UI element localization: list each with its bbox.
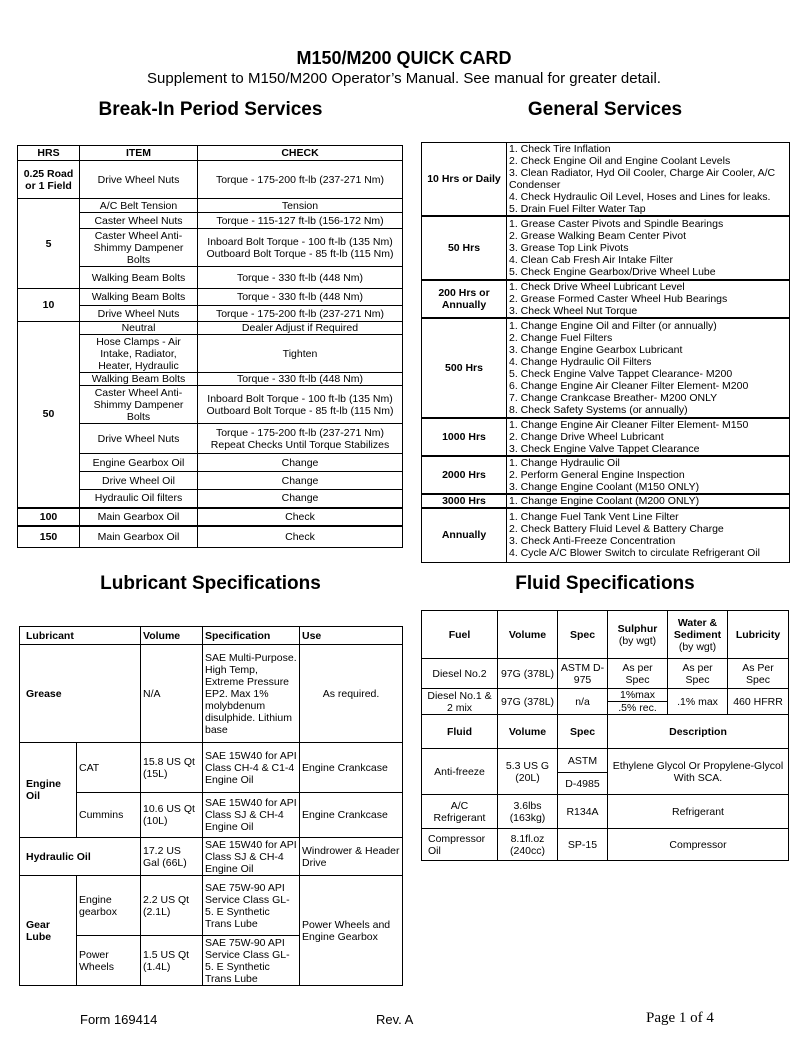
service-item: 6. Change Engine Air Cleaner Filter Element- M200 <box>509 380 749 392</box>
table-row <box>422 689 789 702</box>
volume-cell: 2.2 US Qt (2.1L) <box>141 876 203 936</box>
sulphur-cell: .5% rec. <box>608 702 668 715</box>
service-item: 2. Perform General Engine Inspection <box>509 469 685 481</box>
service-list-cell <box>507 318 790 418</box>
service-item: 4. Check Hydraulic Oil Level, Hoses and Lines for leaks. <box>509 191 771 203</box>
col-volume: Volume <box>498 611 558 659</box>
check-line: Torque - 175-200 ft-lb (237-271 Nm) <box>215 426 385 439</box>
table-row <box>422 829 789 861</box>
spec-cell: SAE 75W-90 API Service Class GL-5. E Synthetic Trans Lube <box>203 936 300 986</box>
spec-cell: SAE 15W40 for API Class SJ & CH-4 Engine Oil <box>203 838 300 876</box>
sub-type-cell: Cummins <box>77 793 141 838</box>
fluid-table <box>421 610 789 861</box>
col-sulphur <box>608 611 668 659</box>
table-row <box>422 749 789 773</box>
lubricant-name-cell: Engine Oil <box>20 743 77 838</box>
service-item: 1. Grease Caster Pivots and Spindle Bearings <box>509 218 724 230</box>
lubricity-cell: 460 HFRR <box>728 689 789 715</box>
table-row <box>20 645 403 743</box>
table-row <box>18 199 403 213</box>
service-item: 2. Check Engine Oil and Engine Coolant Levels <box>509 155 731 167</box>
lubricant-name-cell: Gear Lube <box>20 876 77 986</box>
volume-cell: 97G (378L) <box>498 659 558 689</box>
item-cell: Caster Wheel Nuts <box>80 213 198 229</box>
col-lubricity: Lubricity <box>728 611 789 659</box>
service-item: 1. Check Drive Wheel Lubricant Level <box>509 281 685 293</box>
check-cell: Check <box>198 508 403 526</box>
hrs-cell: 1000 Hrs <box>422 418 507 456</box>
fuel-cell: Diesel No.2 <box>422 659 498 689</box>
table-row <box>422 659 789 689</box>
service-item: 1. Change Engine Air Cleaner Filter Element- M150 <box>509 419 749 431</box>
col-item: ITEM <box>80 146 198 161</box>
sub-type-cell: Engine gearbox <box>77 876 141 936</box>
table-row <box>20 743 403 793</box>
use-cell: As required. <box>300 645 403 743</box>
col-fuel: Fuel <box>422 611 498 659</box>
page-title: M150/M200 QUICK CARD <box>296 48 512 68</box>
spec-cell: ASTM <box>558 749 608 773</box>
sulphur-label: Sulphur <box>617 622 658 635</box>
volume-cell: 1.5 US Qt (1.4L) <box>141 936 203 986</box>
fluid-cell: Compressor Oil <box>422 829 498 861</box>
table-row <box>18 322 403 335</box>
page-subtitle: Supplement to M150/M200 Operator’s Manual. See manual for greater detail. <box>147 70 661 87</box>
item-cell: Drive Wheel Nuts <box>80 306 198 322</box>
lubricant-name-cell: Grease <box>20 645 141 743</box>
spec-cell: SAE 75W-90 API Service Class GL-5. E Synthetic Trans Lube <box>203 876 300 936</box>
service-item: 3. Grease Top Link Pivots <box>509 242 629 254</box>
spec-cell: SP-15 <box>558 829 608 861</box>
service-item: 3. Change Engine Gearbox Lubricant <box>509 344 683 356</box>
fluid-heading: Fluid Specifications <box>515 573 695 594</box>
col-description: Description <box>608 715 789 749</box>
spec-cell: n/a <box>558 689 608 715</box>
lubricant-table <box>19 626 403 986</box>
col-spec: Spec <box>558 715 608 749</box>
table-row <box>18 289 403 306</box>
check-cell: Change <box>198 454 403 472</box>
service-list-cell <box>507 456 790 494</box>
item-cell: Neutral <box>80 322 198 335</box>
service-item: 4. Cycle A/C Blower Switch to circulate Refrigerant Oil <box>509 547 760 560</box>
check-cell: Torque - 175-200 ft-lb (237-271 Nm) <box>198 161 403 199</box>
fluid-cell: Anti-freeze <box>422 749 498 795</box>
service-item: 2. Change Fuel Filters <box>509 332 613 344</box>
sulphur-unit: (by wgt) <box>618 634 657 647</box>
hrs-cell: 500 Hrs <box>422 318 507 418</box>
spec-cell: ASTM D-975 <box>558 659 608 689</box>
check-cell: Dealer Adjust if Required <box>198 322 403 335</box>
hrs-cell: 100 <box>18 508 80 526</box>
service-item: 3. Change Engine Coolant (M150 ONLY) <box>509 481 700 493</box>
check-line: Outboard Bolt Torque - 85 ft-lb (115 Nm) <box>206 247 394 260</box>
table-row <box>422 418 790 456</box>
service-item: 4. Clean Cab Fresh Air Intake Filter <box>509 254 673 266</box>
col-volume: Volume <box>141 627 203 645</box>
item-cell: Walking Beam Bolts <box>80 289 198 306</box>
sulphur-cell: 1%max <box>608 689 668 702</box>
service-list-cell <box>507 508 790 562</box>
volume-cell: 17.2 US Gal (66L) <box>141 838 203 876</box>
lubricant-heading: Lubricant Specifications <box>100 573 321 594</box>
col-use: Use <box>300 627 403 645</box>
water-cell: As per Spec <box>668 659 728 689</box>
check-cell: Change <box>198 472 403 490</box>
lubricant-header-row <box>20 627 403 645</box>
check-line: Inboard Bolt Torque - 100 ft-lb (135 Nm) <box>207 235 393 248</box>
check-cell: Torque - 330 ft-lb (448 Nm) <box>198 289 403 306</box>
check-line: Repeat Checks Until Torque Stabilizes <box>210 438 390 451</box>
check-cell: Tension <box>198 199 403 213</box>
fuel-header-row <box>422 611 789 659</box>
general-table <box>421 142 790 563</box>
volume-cell: 97G (378L) <box>498 689 558 715</box>
service-item: 2. Grease Formed Caster Wheel Hub Bearings <box>509 293 728 305</box>
hrs-cell: 50 Hrs <box>422 216 507 280</box>
service-item: 1. Change Fuel Tank Vent Line Filter <box>509 511 679 524</box>
table-row <box>422 280 790 318</box>
service-item: 1. Change Hydraulic Oil <box>509 457 620 469</box>
breakin-heading: Break-In Period Services <box>98 99 323 120</box>
service-item: 4. Change Hydraulic Oil Filters <box>509 356 652 368</box>
item-cell: Hydraulic Oil filters <box>80 490 198 508</box>
service-item: 1. Change Engine Oil and Filter (or annually) <box>509 320 717 332</box>
volume-cell: 5.3 US G (20L) <box>498 749 558 795</box>
check-cell: Change <box>198 490 403 508</box>
hrs-cell: 10 <box>18 289 80 322</box>
volume-cell: N/A <box>141 645 203 743</box>
hrs-cell: 3000 Hrs <box>422 494 507 508</box>
service-list-cell <box>507 280 790 318</box>
check-cell <box>198 386 403 424</box>
check-cell: Torque - 330 ft-lb (448 Nm) <box>198 373 403 386</box>
table-row <box>20 793 403 838</box>
water-unit: (by wgt) <box>678 640 717 653</box>
table-row <box>20 838 403 876</box>
use-cell: Windrower & Header Drive <box>300 838 403 876</box>
lubricant-name-cell: Hydraulic Oil <box>20 838 141 876</box>
description-cell: Refrigerant <box>608 795 789 829</box>
service-list-cell <box>507 494 790 508</box>
volume-cell: 3.6lbs (163kg) <box>498 795 558 829</box>
sub-type-cell: Power Wheels <box>77 936 141 986</box>
check-cell: Tighten <box>198 335 403 373</box>
table-row <box>422 508 790 562</box>
service-item: 1. Check Tire Inflation <box>509 143 611 155</box>
use-cell: Power Wheels and Engine Gearbox <box>300 876 403 986</box>
check-line: Outboard Bolt Torque - 85 ft-lb (115 Nm) <box>206 404 394 417</box>
service-item: 7. Change Crankcase Breather- M200 ONLY <box>509 392 718 404</box>
col-check: CHECK <box>198 146 403 161</box>
service-item: 3. Clean Radiator, Hyd Oil Cooler, Charge Air Cooler, A/C Condenser <box>509 167 776 191</box>
sulphur-cell: As per Spec <box>608 659 668 689</box>
spec-cell: SAE 15W40 for API Class CH-4 & C1-4 Engine Oil <box>203 743 300 793</box>
hrs-cell: 10 Hrs or Daily <box>422 143 507 217</box>
hrs-cell: Annually <box>422 508 507 562</box>
fluid-header-row <box>422 715 789 749</box>
col-spec: Spec <box>558 611 608 659</box>
col-lubricant: Lubricant <box>20 627 141 645</box>
hrs-cell: 2000 Hrs <box>422 456 507 494</box>
item-cell: Main Gearbox Oil <box>80 508 198 526</box>
hrs-cell: 200 Hrs or Annually <box>422 280 507 318</box>
table-row <box>422 795 789 829</box>
service-item: 2. Change Drive Wheel Lubricant <box>509 431 664 443</box>
water-cell: .1% max <box>668 689 728 715</box>
table-row <box>422 216 790 280</box>
hrs-cell: 0.25 Road or 1 Field <box>18 161 80 199</box>
item-cell: Engine Gearbox Oil <box>80 454 198 472</box>
page-number: Page 1 of 4 <box>646 1010 714 1026</box>
volume-cell: 8.1fl.oz (240cc) <box>498 829 558 861</box>
service-item: 3. Check Anti-Freeze Concentration <box>509 535 676 548</box>
lubricity-cell: As Per Spec <box>728 659 789 689</box>
check-cell: Torque - 330 ft-lb (448 Nm) <box>198 267 403 289</box>
spec-cell: D-4985 <box>558 773 608 795</box>
hrs-cell: 5 <box>18 199 80 289</box>
service-item: 3. Check Wheel Nut Torque <box>509 305 638 317</box>
fluid-cell: A/C Refrigerant <box>422 795 498 829</box>
table-row <box>422 143 790 217</box>
col-water <box>668 611 728 659</box>
spec-cell: SAE Multi-Purpose. High Temp, Extreme Pressure EP2. Max 1% molybdenum disulphide. Lithium base <box>203 645 300 743</box>
check-cell: Torque - 175-200 ft-lb (237-271 Nm) <box>198 306 403 322</box>
service-list-cell <box>507 418 790 456</box>
item-cell: Drive Wheel Oil <box>80 472 198 490</box>
form-number: Form 169414 <box>80 1012 158 1027</box>
check-cell <box>198 229 403 267</box>
spec-cell: SAE 15W40 for API Class SJ & CH-4 Engine Oil <box>203 793 300 838</box>
service-item: 5. Check Engine Gearbox/Drive Wheel Lube <box>509 266 716 278</box>
service-list-cell <box>507 143 790 217</box>
item-cell: Walking Beam Bolts <box>80 373 198 386</box>
service-list-cell <box>507 216 790 280</box>
service-item: 5. Drain Fuel Filter Water Tap <box>509 203 646 215</box>
check-cell <box>198 424 403 454</box>
check-cell: Torque - 115-127 ft-lb (156-172 Nm) <box>198 213 403 229</box>
check-cell: Check <box>198 526 403 548</box>
service-item: 3. Check Engine Valve Tappet Clearance <box>509 443 700 455</box>
col-hrs: HRS <box>18 146 80 161</box>
table-row <box>20 876 403 936</box>
volume-cell: 10.6 US Qt (10L) <box>141 793 203 838</box>
sub-type-cell: CAT <box>77 743 141 793</box>
use-cell: Engine Crankcase <box>300 793 403 838</box>
hrs-cell: 50 <box>18 322 80 508</box>
description-cell: Compressor <box>608 829 789 861</box>
service-item: 8. Check Safety Systems (or annually) <box>509 404 688 416</box>
description-cell: Ethylene Glycol Or Propylene-Glycol With SCA. <box>608 749 789 795</box>
use-cell: Engine Crankcase <box>300 743 403 793</box>
item-cell: Drive Wheel Nuts <box>80 161 198 199</box>
table-row <box>18 526 403 548</box>
spec-cell: R134A <box>558 795 608 829</box>
item-cell: Drive Wheel Nuts <box>80 424 198 454</box>
breakin-header-row <box>18 146 403 161</box>
item-cell: A/C Belt Tension <box>80 199 198 213</box>
revision: Rev. A <box>376 1012 414 1027</box>
table-row <box>18 161 403 199</box>
col-volume: Volume <box>498 715 558 749</box>
table-row <box>422 494 790 508</box>
item-cell: Caster Wheel Anti-Shimmy Dampener Bolts <box>80 386 198 424</box>
table-row <box>422 456 790 494</box>
table-row <box>18 508 403 526</box>
water-label: Water & Sediment <box>673 616 722 641</box>
service-item: 1. Change Engine Coolant (M200 ONLY) <box>509 495 700 507</box>
item-cell: Main Gearbox Oil <box>80 526 198 548</box>
table-row <box>422 318 790 418</box>
col-fluid: Fluid <box>422 715 498 749</box>
volume-cell: 15.8 US Qt (15L) <box>141 743 203 793</box>
check-line: Inboard Bolt Torque - 100 ft-lb (135 Nm) <box>207 392 393 405</box>
service-item: 2. Check Battery Fluid Level & Battery Charge <box>509 523 724 536</box>
col-specification: Specification <box>203 627 300 645</box>
general-heading: General Services <box>527 99 683 120</box>
breakin-table <box>17 145 403 548</box>
item-cell: Caster Wheel Anti-Shimmy Dampener Bolts <box>80 229 198 267</box>
item-cell: Hose Clamps - Air Intake, Radiator, Heater, Hydraulic <box>80 335 198 373</box>
service-item: 5. Check Engine Valve Tappet Clearance- M200 <box>509 368 733 380</box>
hrs-cell: 150 <box>18 526 80 548</box>
service-item: 2. Grease Walking Beam Center Pivot <box>509 230 687 242</box>
item-cell: Walking Beam Bolts <box>80 267 198 289</box>
fuel-cell: Diesel No.1 & 2 mix <box>422 689 498 715</box>
